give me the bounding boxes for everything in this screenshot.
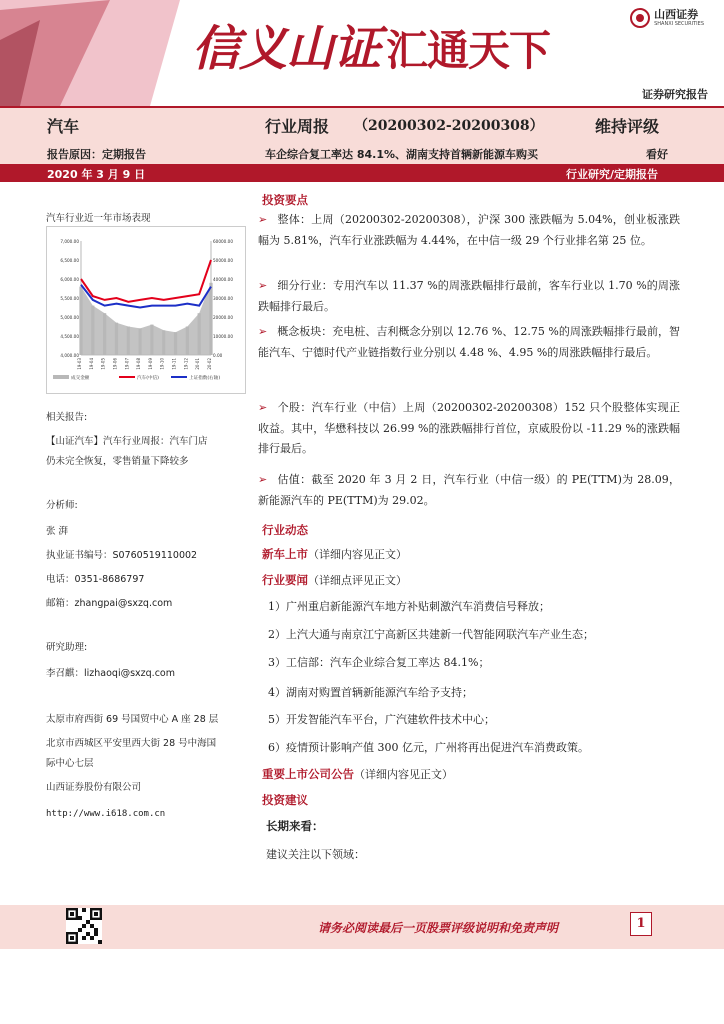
turnover-bar [150,325,153,355]
section-invest-highlights: 投资要点 [262,193,308,207]
right-tick-label: 60000.00 [213,239,233,244]
report-kind: 行业周报 [265,117,330,136]
para-overall [258,210,680,251]
legend-label: 汽车(中信) [137,376,159,381]
related-report-link[interactable]: 【山证汽车】汽车行业周报：汽车门店 [46,436,208,447]
para-stocks-text: 个股：汽车行业（中信）上周（20200302-20200308）152 只个股整体实现正收益。其中，华懋科技以 26.99 %的涨跌幅排行首位，京威股份以 -11.29 %的涨跌幅排行最后。 [258,401,680,455]
logo-cn: 山西证券 [654,8,699,21]
turnover-bar [138,328,141,355]
turnover-bar [115,323,118,355]
arrow-bullet-icon: ➢ [258,473,268,486]
left-tick-label: 4,500.00 [60,334,79,339]
right-tick-label: 0.00 [213,353,223,358]
long-term-label: 长期来看： [266,819,324,833]
analyst-license: 执业证书编号：S0760519110002 [46,550,198,561]
news-heading [262,572,407,588]
turnover-area [81,283,211,355]
analyst-name: 张 湃 [46,526,69,537]
x-tick-label: 19-06 [112,358,118,370]
x-tick-label: 19-08 [136,358,142,370]
news-item: 4）湖南对购置首辆新能源汽车给予支持； [268,686,473,699]
logo-en: SHANXI SECURITIES [654,21,704,27]
turnover-bar [127,327,130,356]
news-item: 5）开发智能汽车平台，广汽建软件技术中心； [268,713,495,726]
announcements-label: 重要上市公司公告 [262,767,354,781]
rating: 维持评级 [595,117,660,136]
arrow-bullet-icon: ➢ [258,279,268,292]
x-tick-label: 19-12 [183,358,189,370]
sidebar [46,210,246,819]
announcements-heading [262,766,453,782]
turnover-bar [209,283,212,355]
chart-title: 汽车行业近一年市场表现 [46,213,151,224]
legend-swatch [53,375,69,379]
x-tick-label: 19-04 [88,358,94,370]
x-tick-label: 19-11 [171,358,177,370]
related-label: 相关报告: [46,412,88,423]
arrow-bullet-icon: ➢ [258,325,268,338]
news-item: 1）广州重启新能源汽车地方补贴刺激汽车消费信号释放； [268,600,550,613]
x-tick-label: 20-01 [195,358,201,370]
left-tick-label: 6,500.00 [60,258,79,263]
para-concept-text: 概念板块：充电桩、吉利概念分别以 12.76 %、12.75 %的周涨跌幅排行最前，智能汽车、宁德时代产业链指数行业分别以 4.48 %、4.95 %的周涨跌幅排行最后。 [258,325,680,359]
page-number: 1 [630,912,652,936]
report-period: （20200302-20200308） [354,118,544,134]
turnover-bar [103,313,106,355]
para-subsector-text: 细分行业：专用汽车以 11.37 %的周涨跌幅排行最前，客车行业以 1.70 %的周涨跌幅排行最后。 [258,279,680,313]
analyst-label: 分析师: [46,500,78,511]
company-name: 山西证券股份有限公司 [46,782,142,793]
para-stocks [258,398,680,460]
left-tick-label: 4,000.00 [60,353,79,358]
industry-name: 汽车 [47,117,80,136]
related-report-link-cont[interactable]: 仍未完全恢复，零售销量下降较多 [46,456,189,467]
left-tick-label: 5,500.00 [60,296,79,301]
slogan-part-2: 汇通天下 [386,26,551,75]
right-tick-label: 30000.00 [213,296,233,301]
right-tick-label: 20000.00 [213,315,233,320]
left-tick-label: 6,000.00 [60,277,79,282]
right-tick-label: 50000.00 [213,258,233,263]
para-subsector [258,276,680,317]
auto-index-line [81,260,211,302]
new-car-heading [262,546,407,562]
market-chart [46,226,246,394]
chart-svg [47,227,245,393]
assistant-label: 研究助理: [46,642,88,653]
company-website[interactable]: http://www.i618.com.cn [46,809,166,819]
report-header [0,106,724,164]
x-tick-label: 19-10 [159,358,165,370]
report-reason: 报告原因：定期报告 [47,148,146,161]
turnover-bar [186,327,189,356]
assistant-contact[interactable]: 李召麒：lizhaoqi@sxzq.com [46,668,175,679]
section-invest-advice: 投资建议 [262,793,308,807]
analyst-phone: 电话：0351-8686797 [46,574,145,585]
company-logo [630,8,704,28]
turnover-bar [198,313,201,355]
section-industry-dynamics: 行业动态 [262,523,308,537]
top-banner [0,0,724,106]
turnover-bar [79,287,82,355]
x-tick-label: 20-02 [207,358,212,370]
address-beijing: 北京市西城区平安里西大街 28 号中海国 [46,738,217,749]
slogan-part-1: 信义山证 [192,21,381,77]
report-category: 行业研究/定期报告 [566,168,659,181]
right-tick-label: 10000.00 [213,334,233,339]
news-item: 3）工信部：汽车企业综合复工率达 84.1%； [268,656,490,669]
x-tick-label: 19-03 [77,358,82,370]
news-label: 行业要闻 [262,573,308,587]
legend-label: 成交金额 [71,376,90,381]
announcements-note: （详细内容见正文） [354,768,453,781]
analyst-email[interactable]: 邮箱：zhangpai@sxzq.com [46,598,173,609]
turnover-bar [162,330,165,355]
left-tick-label: 5,000.00 [60,315,79,320]
doc-type: 证券研究报告 [642,88,708,101]
headline: 车企综合复工率达 84.1%、湖南支持首辆新能源车购买 [265,148,538,161]
para-overall-text: 整体：上周（20200302-20200308），沪深 300 涨跌幅为 5.04%，创业板涨跌幅为 5.81%，汽车行业涨跌幅为 4.44%，在中信一级 29 个行业排名第 25 位。 [258,213,680,247]
logo-mark-icon [630,8,650,28]
turnover-bar [91,306,94,355]
outlook: 看好 [646,148,668,161]
advice-line: 建议关注以下领域： [266,848,365,861]
new-car-label: 新车上市 [262,547,308,561]
news-item: 2）上汽大通与南京江宁高新区共建新一代智能网联汽车产业生态； [268,628,594,641]
qr-code-icon [66,908,102,944]
report-date: 2020 年 3 月 9 日 [47,168,146,181]
disclaimer: 请务必阅读最后一页股票评级说明和免责声明 [318,921,559,935]
left-tick-label: 7,000.00 [60,239,79,244]
address-taiyuan: 太原市府西街 69 号国贸中心 A 座 28 层 [46,714,219,725]
arrow-bullet-icon: ➢ [258,213,268,226]
para-valuation-text: 估值：截至 2020 年 3 月 2 日，汽车行业（中信一级）的 PE(TTM)为 28.09，新能源汽车的 PE(TTM)为 29.02。 [258,473,680,507]
x-tick-label: 19-05 [100,358,106,370]
right-tick-label: 40000.00 [213,277,233,282]
news-note: （详细点评见正文） [308,574,407,587]
x-tick-label: 19-07 [124,358,130,370]
turnover-bar [174,332,177,355]
address-beijing-cont: 际中心七层 [46,758,94,769]
para-valuation [258,470,680,511]
new-car-note: （详细内容见正文） [308,548,407,561]
news-item: 6）疫情预计影响产值 300 亿元，广州将再出促进汽车消费政策。 [268,741,589,754]
date-bar [0,164,724,182]
arrow-bullet-icon: ➢ [258,401,268,414]
legend-label: 上证指数(右轴) [189,376,221,381]
banner-slogan [192,10,550,79]
para-concept [258,322,680,363]
x-tick-label: 19-09 [147,358,153,370]
